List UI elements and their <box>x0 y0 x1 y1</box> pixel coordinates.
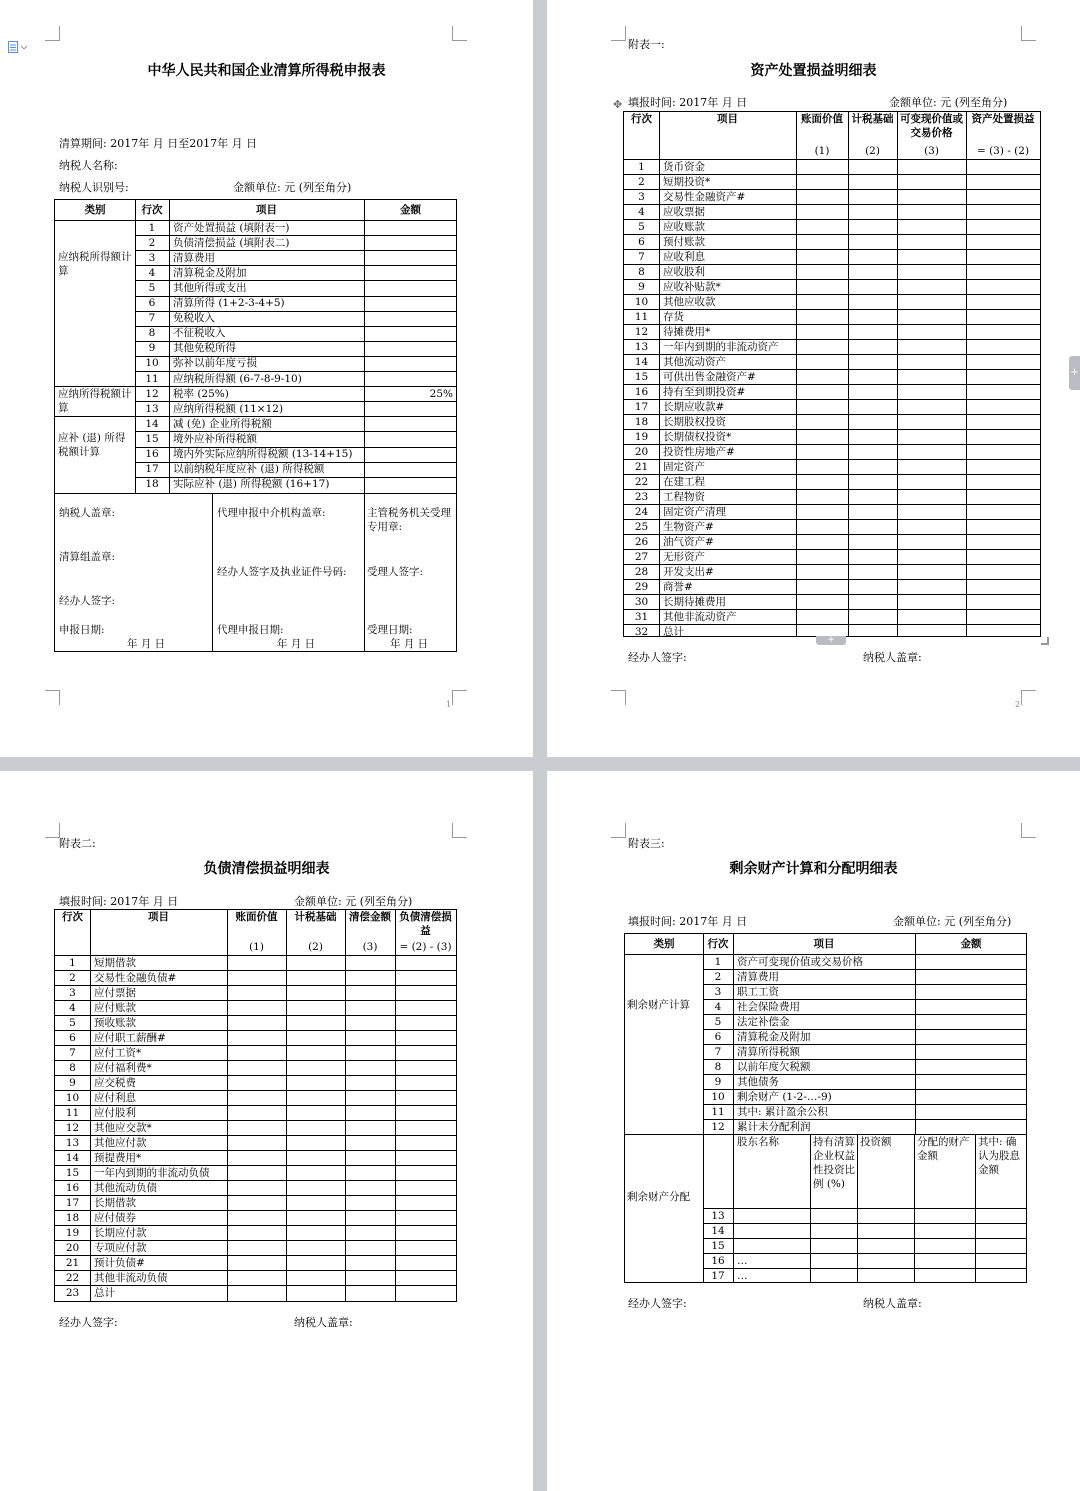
dist-row-number: 13 <box>711 1209 725 1222</box>
page-gutter-vertical <box>533 0 547 1491</box>
row-item: 可供出售金融资产# <box>663 370 756 383</box>
header-col-c2-index: (2) <box>865 145 880 157</box>
fill-time-label: 填报时间: 2017年 月 日 <box>628 915 748 928</box>
row-number: 8 <box>69 1061 76 1074</box>
row-number: 18 <box>145 478 159 491</box>
dist-row-number: 16 <box>711 1254 725 1267</box>
row-number: 6 <box>638 235 645 248</box>
page-number: 2 <box>1015 700 1021 709</box>
row-item: 清算费用 <box>173 251 215 264</box>
header-amount: 金额 <box>960 938 982 950</box>
seal-label: 纳税人盖章: <box>863 651 922 664</box>
row-item: 清算所得税额 <box>737 1045 800 1058</box>
row-item: 应纳所得税额 (11×12) <box>173 402 284 415</box>
row-number: 28 <box>634 565 649 578</box>
row-number: 25 <box>634 520 649 533</box>
row-item: 存货 <box>663 310 684 323</box>
page-title: 负债清偿损益明细表 <box>203 861 330 877</box>
row-number: 18 <box>65 1211 80 1224</box>
category-dist: 剩余财产分配 <box>627 1191 690 1203</box>
row-item: 社会保险费用 <box>737 1000 800 1013</box>
row-number: 6 <box>69 1031 76 1044</box>
header-row-no: 行次 <box>631 113 652 125</box>
row-number: 10 <box>711 1090 725 1103</box>
row-item: 交易性金融资产# <box>663 190 746 203</box>
row-item: 总计 <box>663 625 684 638</box>
row-number: 11 <box>145 372 159 385</box>
row-number: 32 <box>634 625 649 638</box>
row-item: 预付账款 <box>663 235 705 248</box>
signature-seal-label: 纳税人盖章: <box>59 507 116 519</box>
margin-mark <box>452 823 467 838</box>
row-number: 2 <box>638 175 645 188</box>
liability-settlement-table <box>54 909 457 1302</box>
page-2 <box>547 0 1080 757</box>
row-item: 税率 (25%) <box>173 387 229 400</box>
margin-mark <box>452 26 467 41</box>
residual-property-table <box>624 933 1027 1283</box>
row-number: 1 <box>714 955 722 968</box>
page-number: 1 <box>446 700 452 709</box>
row-item: 应收股利 <box>663 265 705 278</box>
page-title: 中华人民共和国企业清算所得税申报表 <box>147 63 386 79</box>
row-number: 7 <box>638 250 645 263</box>
row-number: 23 <box>634 490 649 503</box>
row-number: 14 <box>65 1151 80 1164</box>
row-item: 应付福利费* <box>94 1061 152 1074</box>
row-number: 3 <box>638 190 645 203</box>
row-number: 27 <box>634 550 649 563</box>
row-item: 实际应补 (退) 所得税额 (16+17) <box>173 478 330 491</box>
row-item: 预提费用* <box>94 1151 142 1164</box>
row-number: 14 <box>145 417 159 430</box>
unit-label: 金额单位: 元 (列至角分) <box>889 96 1008 109</box>
row-number: 5 <box>148 281 156 294</box>
signature-handler-label: 经办人签字: <box>59 595 116 607</box>
row-number: 6 <box>714 1030 722 1043</box>
row-number: 9 <box>714 1075 722 1088</box>
grid-line <box>703 1238 1027 1239</box>
header-item: 项目 <box>256 204 277 216</box>
category-calc: 剩余财产计算 <box>627 999 690 1011</box>
row-item: 预计负债# <box>94 1256 145 1269</box>
row-item: 一年内到期的非流动资产 <box>663 340 779 353</box>
row-number: 13 <box>634 340 649 353</box>
row-number: 2 <box>69 971 76 984</box>
category-tax-refund: 应补 (退) 所得税额计算 <box>58 432 126 458</box>
row-number: 15 <box>634 370 649 383</box>
row-item: 应付利息 <box>94 1091 136 1104</box>
header-col-c1-index: (1) <box>249 941 264 953</box>
row-item: 持有至到期投资# <box>663 385 746 398</box>
row-item: 长期应付款 <box>94 1226 147 1239</box>
fill-time-label: 填报时间: 2017年 月 日 <box>59 895 179 908</box>
header-col-c3-index: (3) <box>362 941 378 953</box>
resize-handle-icon[interactable] <box>1041 637 1049 645</box>
row-number: 3 <box>69 986 76 999</box>
row-number: 30 <box>634 595 649 608</box>
row-number: 3 <box>714 985 722 998</box>
row-item: 剩余财产 (1-2-…-9) <box>737 1090 832 1103</box>
row-item: 其他应付款 <box>94 1136 147 1149</box>
agent-date-ymd: 年 月 日 <box>277 638 316 650</box>
row-number: 1 <box>638 160 645 173</box>
header-col-c3: 清偿金额 <box>349 911 391 923</box>
taxpayer-id-label: 纳税人识别号: <box>59 181 129 194</box>
header-col-c2: 计税基础 <box>851 113 894 125</box>
row-number: 3 <box>148 251 156 264</box>
row-number: 20 <box>634 445 649 458</box>
row-number: 12 <box>634 325 649 338</box>
header-row-no: 行次 <box>707 938 729 950</box>
seal-label: 纳税人盖章: <box>294 1316 353 1329</box>
row-item: 应纳税所得额 (6-7-8-9-10) <box>173 372 302 385</box>
header-col-c2-index: (2) <box>308 941 323 953</box>
row-item: 长期股权投资 <box>663 415 726 428</box>
header-row-no: 行次 <box>141 204 163 216</box>
grid-line <box>703 1223 1027 1224</box>
row-item: 应收票据 <box>663 205 705 218</box>
row-item: 累计未分配利润 <box>737 1120 811 1133</box>
row-item: 清算所得 (1+2-3-4+5) <box>173 297 285 309</box>
row-item: 待摊费用* <box>663 325 711 338</box>
category-taxable-income: 应纳税所得额计算 <box>58 251 132 277</box>
page-gutter-horizontal <box>0 757 1080 771</box>
row-number: 4 <box>638 205 645 218</box>
row-item: 应付职工薪酬# <box>94 1031 166 1044</box>
row-number: 14 <box>634 355 649 368</box>
row-item: 应付股利 <box>94 1106 136 1119</box>
row-item: 油气资产# <box>663 535 714 548</box>
period-label: 清算期间: 2017年 月 日至2017年 月 日 <box>59 137 258 150</box>
row-item: 境外应补所得税额 <box>173 432 257 445</box>
unit-label: 金额单位: 元 (列至角分) <box>893 915 1012 928</box>
row-number: 26 <box>634 535 649 548</box>
row-item: 长期应收款# <box>663 400 725 413</box>
row-item: 在建工程 <box>663 475 705 488</box>
agent-seal-label: 代理申报中介机构盖章: <box>217 507 326 519</box>
margin-mark <box>452 690 467 705</box>
row-number: 7 <box>69 1046 76 1059</box>
grid-line <box>796 112 797 636</box>
declaration-table <box>54 199 457 652</box>
row-item: 境内外实际应纳所得税额 (13-14+15) <box>173 448 353 460</box>
row-item: 无形资产 <box>663 550 705 563</box>
row-number: 9 <box>148 342 156 355</box>
dist-row-number: 14 <box>711 1224 725 1237</box>
signature-team-seal-label: 清算组盖章: <box>59 551 116 563</box>
row-number: 12 <box>145 387 159 400</box>
row-number: 5 <box>714 1015 722 1028</box>
row-item: 其他债务 <box>737 1075 779 1088</box>
row-number: 5 <box>69 1016 76 1029</box>
header-col-c4: 负债清偿损益 <box>399 911 452 937</box>
header-row-no: 行次 <box>62 911 83 923</box>
header-col-c1: 账面价值 <box>801 113 843 125</box>
row-item: 一年内到期的非流动负债 <box>94 1166 210 1179</box>
row-item: 资产处置损益 (填附表一) <box>173 221 290 234</box>
row-number: 8 <box>148 327 156 340</box>
row-item: 其他应交款* <box>94 1121 152 1134</box>
grid-line <box>703 1208 1027 1209</box>
signature-date-ymd: 年 月 日 <box>127 638 166 650</box>
row-number: 11 <box>634 310 649 323</box>
row-item: 生物资产# <box>663 520 714 533</box>
page-4 <box>547 771 1080 1491</box>
row-number: 7 <box>714 1045 722 1058</box>
header-col-c4-formula: = (2) - (3) <box>399 941 452 953</box>
row-number: 1 <box>69 956 76 969</box>
row-item: 预收账款 <box>94 1016 136 1029</box>
row-item: 短期借款 <box>94 956 136 969</box>
row-item: 商誉# <box>663 580 693 593</box>
grid-line <box>848 112 849 636</box>
row-number: 20 <box>65 1241 80 1254</box>
row-item: 其他应收款 <box>663 295 716 308</box>
row-item: 开发支出# <box>663 565 714 578</box>
row-item: 长期待摊费用 <box>663 595 726 608</box>
row-number: 10 <box>634 295 649 308</box>
seal-label: 纳税人盖章: <box>863 1297 922 1310</box>
row-number: 11 <box>65 1106 80 1119</box>
row-number: 31 <box>634 610 649 623</box>
row-item: 弥补以前年度亏损 <box>173 357 257 370</box>
row-number: 23 <box>65 1286 80 1299</box>
row-item: 清算费用 <box>737 970 779 983</box>
attachment-label: 附表三: <box>628 837 665 850</box>
row-number: 16 <box>634 385 649 398</box>
row-number: 9 <box>638 280 645 293</box>
row-item: 其他流动资产 <box>663 355 726 368</box>
row-item: 不征税收入 <box>173 327 226 340</box>
margin-mark <box>45 823 60 838</box>
row-number: 19 <box>634 430 649 443</box>
dist-row-number: 17 <box>711 1269 725 1282</box>
page-1 <box>0 0 533 757</box>
row-item: 专项应付款 <box>94 1241 147 1254</box>
row-item: 清算税金及附加 <box>737 1030 811 1043</box>
margin-mark <box>45 26 60 41</box>
row-number: 22 <box>634 475 649 488</box>
page-title: 剩余财产计算和分配明细表 <box>729 861 898 877</box>
dist-header-dividend: 其中: 确认为股息金额 <box>978 1136 1020 1176</box>
row-item: 应付工资* <box>94 1046 142 1059</box>
header-col-c1: 账面价值 <box>235 911 278 923</box>
row-number: 12 <box>65 1121 80 1134</box>
row-item: 应收利息 <box>663 250 705 263</box>
accept-date-label: 受理日期: <box>367 624 413 636</box>
header-col-c4: 资产处置损益 <box>971 113 1035 125</box>
row-item: 负债清偿损益 (填附表二) <box>173 236 290 249</box>
row-number: 4 <box>69 1001 76 1014</box>
header-category: 类别 <box>84 204 106 216</box>
row-number: 11 <box>711 1105 725 1118</box>
row-item: 长期借款 <box>94 1196 136 1209</box>
row-item: 免税收入 <box>173 312 215 325</box>
row-number: 13 <box>145 402 159 415</box>
row-amount: 25% <box>429 387 453 400</box>
row-number: 2 <box>714 970 722 983</box>
row-number: 5 <box>638 220 645 233</box>
row-item: 应付账款 <box>94 1001 136 1014</box>
header-col-c3: 可变现价值或交易价格 <box>900 113 963 139</box>
row-item: 其他流动负债 <box>94 1181 157 1194</box>
attachment-label: 附表一: <box>628 38 665 51</box>
header-col-c2: 计税基础 <box>294 911 337 923</box>
grid-line <box>966 112 967 636</box>
row-item: 应交税费 <box>94 1076 136 1089</box>
margin-mark <box>1021 26 1036 41</box>
grid-line <box>897 112 898 636</box>
unit-label: 金额单位: 元 (列至角分) <box>233 181 352 194</box>
header-col-c1-index: (1) <box>814 145 830 157</box>
row-number: 7 <box>148 312 156 325</box>
row-number: 21 <box>634 460 649 473</box>
handler-label: 经办人签字: <box>59 1316 118 1329</box>
row-number: 16 <box>145 448 159 460</box>
row-number: 18 <box>634 415 649 428</box>
row-number: 15 <box>65 1166 80 1179</box>
header-item: 项目 <box>813 938 835 950</box>
dist-header-alloc: 分配的财产金额 <box>917 1136 970 1162</box>
agent-date-label: 代理申报日期: <box>217 624 284 636</box>
row-item: 资产可变现价值或交易价格 <box>737 955 863 968</box>
table-move-handle-icon[interactable]: ✥ <box>613 98 623 111</box>
row-item: 法定补偿金 <box>737 1015 790 1028</box>
row-number: 10 <box>65 1091 80 1104</box>
row-number: 16 <box>65 1181 80 1194</box>
dist-header-ratio: 持有清算企业权益性投资比例 (%) <box>813 1136 855 1190</box>
row-item: 其他非流动资产 <box>663 610 737 623</box>
grid-line <box>659 112 660 636</box>
receiver-label: 受理人签字: <box>367 566 424 578</box>
attachment-label: 附表二: <box>59 837 96 850</box>
dist-header-invest: 投资额 <box>860 1136 892 1148</box>
row-number: 1 <box>148 221 156 234</box>
row-item: 固定资产清理 <box>663 505 726 518</box>
row-item: 长期债权投资* <box>663 430 732 443</box>
row-item: 应收账款 <box>663 220 705 233</box>
row-number: 19 <box>65 1226 80 1239</box>
row-number: 22 <box>65 1271 80 1284</box>
row-number: 8 <box>638 265 645 278</box>
taxpayer-name-label: 纳税人名称: <box>59 159 118 172</box>
handler-label: 经办人签字: <box>628 651 687 664</box>
header-item: 项目 <box>717 113 738 125</box>
margin-mark <box>611 690 626 705</box>
header-col-c3-index: (3) <box>924 145 939 157</box>
dist-row-number: 15 <box>711 1239 725 1252</box>
tax-office-label: 主管税务机关受理专用章: <box>367 507 451 533</box>
header-col-c4-formula: = (3) - (2) <box>976 145 1030 157</box>
row-item: 以前年度欠税额 <box>737 1060 811 1073</box>
unit-label: 金额单位: 元 (列至角分) <box>294 895 413 908</box>
header-amount: 金额 <box>400 204 421 216</box>
header-item: 项目 <box>148 911 169 923</box>
row-number: 4 <box>148 266 156 279</box>
row-item: 工程物资 <box>663 490 705 503</box>
row-item: 以前纳税年度应补 (退) 所得税额 <box>173 463 325 476</box>
add-column-button[interactable]: + <box>1069 356 1080 390</box>
grid-line <box>733 934 734 1282</box>
category-tax-payable: 应纳所得税额计算 <box>58 388 132 414</box>
row-number: 8 <box>714 1060 722 1073</box>
row-item: 职工工资 <box>737 985 779 998</box>
row-number: 13 <box>65 1136 80 1149</box>
row-item: 其他免税所得 <box>173 342 236 355</box>
row-item: 减 (免) 企业所得税额 <box>173 417 272 430</box>
row-item: 应付票据 <box>94 986 136 999</box>
row-number: 24 <box>634 505 649 518</box>
page-title: 资产处置损益明细表 <box>750 63 877 79</box>
margin-mark <box>611 823 626 838</box>
row-item: 其他非流动负债 <box>94 1271 168 1284</box>
row-number: 17 <box>634 400 649 413</box>
row-number: 9 <box>69 1076 76 1089</box>
row-number: 4 <box>714 1000 722 1013</box>
row-number: 2 <box>148 236 156 249</box>
row-item: 货币资金 <box>663 160 705 173</box>
margin-mark <box>45 690 60 705</box>
row-item: 应收补贴款* <box>663 280 721 293</box>
row-item: 总计 <box>94 1286 115 1299</box>
row-number: 12 <box>711 1120 725 1133</box>
row-number: 10 <box>145 357 159 370</box>
header-category: 类别 <box>653 938 675 950</box>
row-number: 6 <box>148 297 156 309</box>
add-row-button[interactable]: + <box>816 636 846 645</box>
row-item: 其他所得或支出 <box>173 281 247 294</box>
row-item: 应付债券 <box>94 1211 136 1224</box>
signature-date-label: 申报日期: <box>59 624 105 636</box>
row-item: 交易性金融负债# <box>94 971 177 984</box>
row-item: 清算税金及附加 <box>173 266 247 279</box>
row-item: 其中: 累计盈余公积 <box>737 1105 828 1118</box>
accept-date-ymd: 年 月 日 <box>390 638 429 650</box>
page-3 <box>0 771 533 1491</box>
margin-mark <box>1021 690 1036 705</box>
row-number: 17 <box>65 1196 80 1209</box>
margin-mark <box>611 26 626 41</box>
row-item: 短期投资* <box>663 175 711 188</box>
row-item: 投资性房地产# <box>663 445 735 458</box>
row-number: 29 <box>634 580 649 593</box>
margin-mark <box>1021 823 1036 838</box>
asset-disposal-table <box>623 111 1041 637</box>
handler-label: 经办人签字: <box>628 1297 687 1310</box>
dist-header-name: 股东名称 <box>737 1136 779 1148</box>
row-number: 15 <box>145 432 159 445</box>
row-number: 21 <box>65 1256 80 1269</box>
row-number: 17 <box>145 463 159 476</box>
agent-handler-label: 经办人签字及执业证件号码: <box>217 566 347 578</box>
dist-row-name: … <box>737 1254 748 1267</box>
fill-time-label: 填报时间: 2017年 月 日 <box>628 96 748 109</box>
dist-row-name: … <box>737 1269 748 1282</box>
document-icon[interactable] <box>8 38 19 50</box>
row-item: 固定资产 <box>663 460 705 473</box>
